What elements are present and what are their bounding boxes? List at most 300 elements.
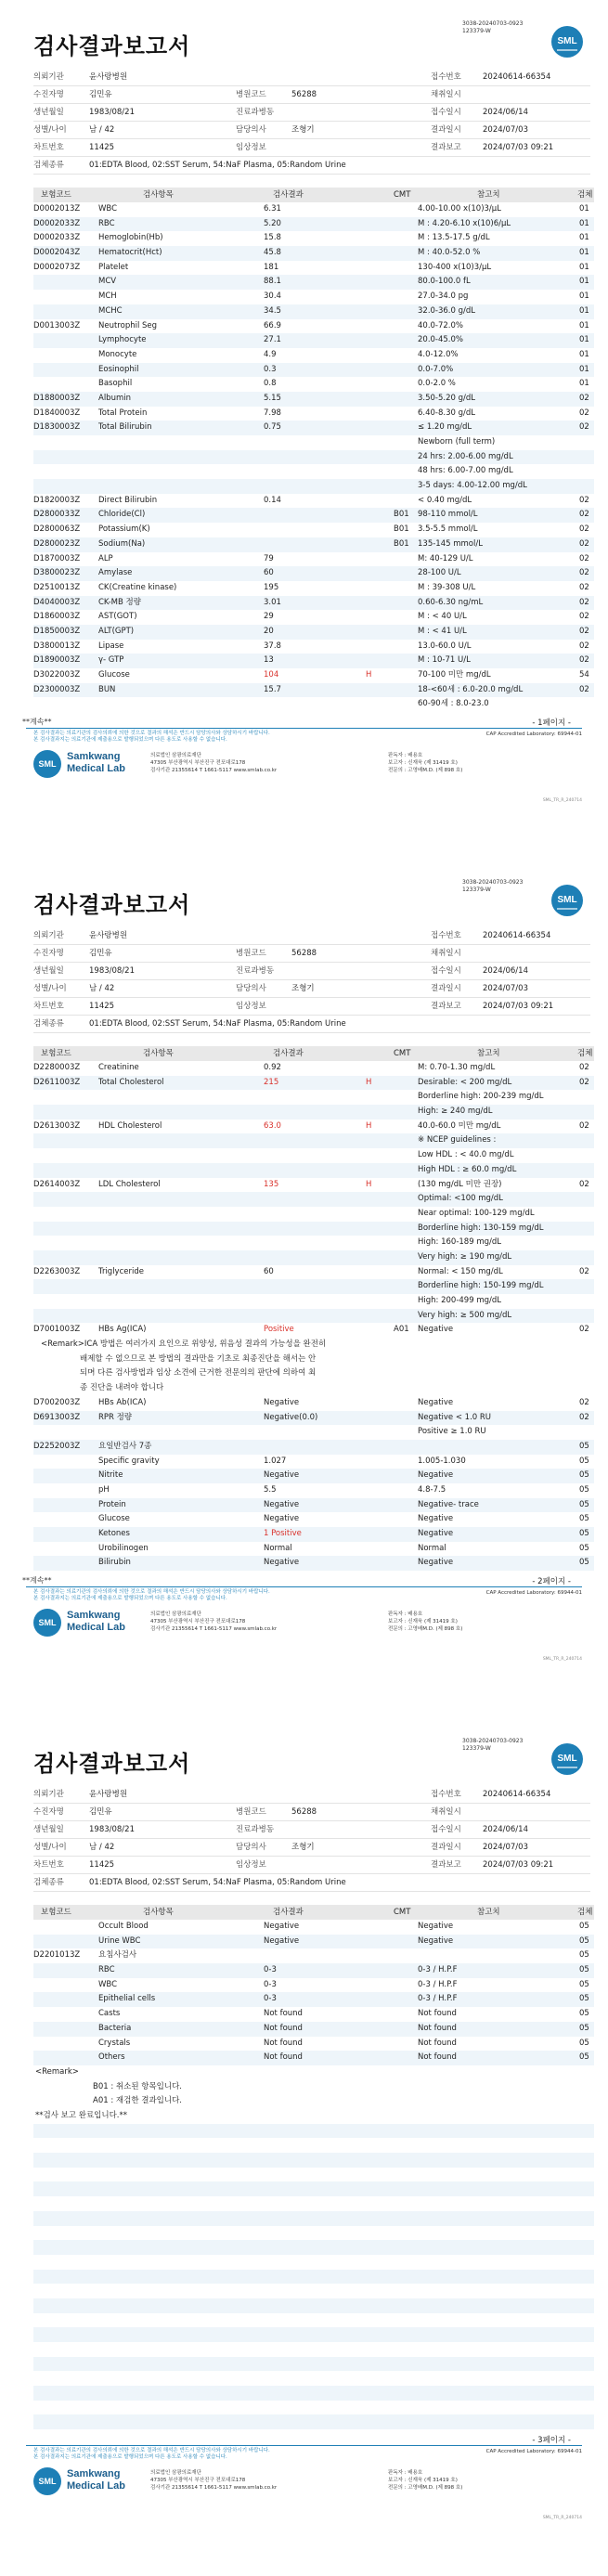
reference-range: 4.0-12.0% [418, 349, 459, 359]
test-result: Negative [264, 1397, 300, 1407]
reference-range: High: ≥ 240 mg/dL [418, 1107, 493, 1117]
table-row [33, 2037, 594, 2052]
specimen-code: 05 [579, 1543, 589, 1553]
test-item: WBC [98, 204, 118, 214]
specimen-code: 05 [579, 1979, 589, 1989]
reference-range: 80.0-100.0 fL [418, 277, 471, 287]
insurance-code: D2252003Z [33, 1441, 81, 1451]
test-item: CK(Creatine kinase) [98, 582, 177, 592]
specimen-code: 02 [579, 1179, 589, 1189]
specimen-code: 05 [579, 2038, 589, 2048]
test-result: 5.20 [264, 218, 281, 228]
footer-divider [26, 1586, 582, 1587]
insurance-code: D2263003Z [33, 1266, 81, 1276]
test-item: BUN [98, 684, 116, 694]
comment-code: A01 [394, 1325, 409, 1335]
test-item: Amylase [98, 568, 133, 578]
specimen-code: 01 [579, 248, 589, 258]
insurance-code: D0002033Z [33, 233, 81, 243]
page-number: - 1페이지 - [532, 718, 571, 728]
receipt-date: 2024/06/14 [483, 108, 528, 117]
reference-range: 6.40-8.30 g/dL [418, 408, 476, 418]
report-page-1 [0, 0, 608, 859]
table-row [33, 1207, 594, 1222]
reference-range: 28-100 U/L [418, 568, 461, 578]
patient-info [33, 69, 590, 175]
specimen-code: 02 [579, 553, 589, 563]
specimen-code: 05 [579, 1965, 589, 1975]
report-title: 검사결과보고서 [33, 892, 191, 918]
test-item: Total Cholesterol [98, 1077, 164, 1087]
specimen-code: 02 [579, 495, 589, 505]
test-result: 0.92 [264, 1063, 281, 1072]
table-row [33, 407, 594, 421]
test-item: ALP [98, 553, 113, 563]
specimen-code: 02 [579, 510, 589, 520]
test-item: Neutrophil Seg [98, 320, 158, 330]
reference-range: 0.0-2.0 % [418, 379, 456, 389]
table-row [33, 1192, 594, 1207]
table-row [33, 464, 594, 479]
specimen-code: 01 [579, 379, 589, 389]
test-result: Negative [264, 1514, 300, 1524]
comment-code: B01 [394, 524, 409, 535]
insurance-code: D3022003Z [33, 670, 81, 680]
test-item: Glucose [98, 1514, 130, 1524]
table-row [33, 363, 594, 378]
table-row [33, 348, 594, 363]
continue-mark: **계속** [22, 1576, 52, 1585]
result-date: 2024/07/03 09:21 [483, 143, 554, 152]
test-result: 6.31 [264, 204, 281, 214]
reference-range: 13.0-60.0 U/L [418, 641, 472, 651]
reference-range: 0-3 / H.P.F [418, 1994, 458, 2004]
test-item: HDL Cholesterol [98, 1120, 162, 1131]
test-result: 215 [264, 1077, 279, 1087]
results-body [33, 1920, 594, 2065]
specimen-code: 05 [579, 1950, 589, 1961]
insurance-code: D2280003Z [33, 1063, 81, 1072]
table-row [33, 697, 594, 712]
test-result: Negative [264, 1935, 300, 1946]
test-result: 0.3 [264, 364, 277, 374]
table-row [33, 683, 594, 698]
specimen-code: 02 [579, 422, 589, 433]
signatories: 판독자 : 배용호 보고자 : 신재욱 (제 31419 호) 전문의 : 고영배M.D. (제 898 호) [388, 2470, 463, 2491]
table-row [33, 246, 594, 261]
table-row [33, 1120, 594, 1134]
insurance-code: D7002003Z [33, 1397, 81, 1407]
abnormal-flag: H [366, 1120, 372, 1131]
table-row [33, 217, 594, 232]
receipt-no: 20240614-66354 [483, 72, 551, 82]
cap-accreditation: CAP Accredited Laboratory: 69944-01 [485, 731, 582, 737]
insurance-code: D2611003Z [33, 1077, 81, 1087]
test-item: WBC [98, 1979, 118, 1989]
reference-range: Very high: ≥ 500 mg/dL [418, 1310, 512, 1320]
table-row [33, 1265, 594, 1280]
table-row [33, 1948, 594, 1963]
test-item: Bacteria [98, 2023, 132, 2033]
company-name: Samkwang Medical Lab [67, 751, 125, 774]
table-row [33, 1250, 594, 1265]
company-address: 의료법인 삼광의료재단 47305 부산광역시 부산진구 전포대로178 검사기관 21355614 T 1661-5117 www.smlab.co.kr [150, 753, 278, 773]
patient-info: 의뢰기관 윤사랑병원 접수번호 20240614-66354 수진자명 김민유 병원코드 56288 채취일시 생년월일 1983/08/21 진료과병동 접수일시 2024/06/14 성별/나이 남 / 42 담당의사 조형기 결과일시 2024/07/03 차트번호 11425 임상정보 결과보고 2024/07/03 09:21 검체종류 01:EDTA Blood, 02:SST Serum, 54:NaF Plasma, 05:Random Urine [33, 1786, 590, 1892]
test-result: Not found [264, 2023, 303, 2033]
doc-number: 3038-20240703-0923 123379-W [462, 1738, 524, 1752]
company-address: 의료법인 삼광의료재단 47305 부산광역시 부산진구 전포대로178 검사기관 21355614 T 1661-5117 www.smlab.co.kr [150, 1612, 278, 1632]
abnormal-flag: H [366, 670, 372, 680]
table-row [33, 392, 594, 407]
specimen-code: 02 [579, 538, 589, 549]
test-item: 요침사검사 [98, 1950, 137, 1961]
results-table [33, 188, 594, 712]
table-row [33, 1920, 594, 1935]
insurance-code: D2510013Z [33, 582, 81, 592]
specimen-code: 01 [579, 204, 589, 214]
specimen-code: 05 [579, 1994, 589, 2004]
test-result: Negative [264, 1922, 300, 1931]
test-result: 5.5 [264, 1485, 277, 1495]
comment-code: B01 [394, 510, 409, 520]
company-name: Samkwang Medical Lab [67, 2468, 125, 2492]
reference-range: M : 13.5-17.5 g/dL [418, 233, 490, 243]
reference-range: 3-5 days: 4.00-12.00 mg/dL [418, 481, 527, 491]
table-row [33, 1483, 594, 1498]
specimen-code: 02 [579, 641, 589, 651]
page-footer [0, 2466, 608, 2503]
test-item: RPR 정량 [98, 1412, 133, 1422]
abnormal-flag: H [366, 1179, 372, 1189]
specimen-code: 02 [579, 684, 589, 694]
table-row [33, 450, 594, 465]
reference-range: M : 39-308 U/L [418, 582, 476, 592]
reference-range: Negative [418, 1935, 454, 1946]
table-row [33, 1148, 594, 1163]
results-header: 보험코드 검사항목 검사결과 CMT 참고치 검체 [33, 1046, 594, 1061]
specimen-code: 02 [579, 1266, 589, 1276]
page-number: - 3페이지 - [532, 2436, 571, 2445]
reference-range: High: 200-499 mg/dL [418, 1296, 501, 1305]
reference-range: < 0.40 mg/dL [418, 495, 472, 505]
reference-range: 18-<60세 : 6.0-20.0 mg/dL [418, 684, 524, 694]
reference-range: Negative < 1.0 RU [418, 1412, 492, 1422]
specimen-code: 01 [579, 305, 589, 316]
test-result: 181 [264, 262, 279, 272]
table-row [33, 508, 594, 523]
table-row [33, 1440, 594, 1455]
test-item: Casts [98, 2009, 121, 2019]
table-row [33, 2051, 594, 2065]
specimen-code: 01 [579, 320, 589, 330]
test-result: 0-3 [264, 1979, 277, 1989]
reference-range: Negative [418, 1922, 454, 1931]
specimen-code: 02 [579, 626, 589, 636]
test-item: Hemoglobin(Hb) [98, 233, 163, 243]
reference-range: ≤ 1.20 mg/dL [418, 422, 472, 433]
sml-logo-icon: SML [33, 2467, 61, 2495]
sml-logo-icon: SML [33, 1609, 61, 1637]
test-result: 60 [264, 1266, 274, 1276]
insurance-code: D2800023Z [33, 538, 81, 549]
test-result: Normal [264, 1543, 292, 1553]
insurance-code: D6913003Z [33, 1412, 81, 1422]
test-item: Occult Blood [98, 1922, 149, 1931]
test-result: 79 [264, 553, 274, 563]
reference-range: Borderline high: 200-239 mg/dL [418, 1092, 544, 1102]
test-item: Hematocrit(Hct) [98, 248, 162, 258]
test-result: Negative [264, 1558, 300, 1568]
specimen-code: 02 [579, 1120, 589, 1131]
test-result: 30.4 [264, 291, 281, 302]
test-result: 0.8 [264, 379, 277, 389]
signatories: 판독자 : 배용호 보고자 : 신재욱 (제 31419 호) 전문의 : 고영배M.D. (제 898 호) [388, 1612, 463, 1632]
test-item: Urobilinogen [98, 1543, 149, 1553]
specimen-code: 05 [579, 1935, 589, 1946]
doc-number: 3038-20240703-0923 123379-W [462, 879, 524, 893]
table-row [33, 275, 594, 290]
table-row [33, 1076, 594, 1091]
results-table [33, 1046, 594, 1571]
table-row [33, 290, 594, 304]
test-result: 1 Positive [264, 1529, 302, 1539]
test-item: Sodium(Na) [98, 538, 146, 549]
reference-range: High HDL : ≥ 60.0 mg/dL [418, 1164, 517, 1174]
test-result: 5.15 [264, 393, 281, 403]
specimen-code: 05 [579, 1499, 589, 1509]
reference-range: Newborn (full term) [418, 437, 496, 447]
table-row [33, 1178, 594, 1193]
test-item: HBs Ab(ICA) [98, 1397, 147, 1407]
results-header: 보험코드 검사항목 검사결과 CMT 참고치 검체 [33, 1905, 594, 1920]
reference-range: 40.0-60.0 미만 mg/dL [418, 1120, 501, 1131]
insurance-code: D1870003Z [33, 553, 81, 563]
table-row [33, 1279, 594, 1294]
specimen-code: 01 [579, 291, 589, 302]
table-row [33, 319, 594, 334]
page-footer [0, 1607, 608, 1644]
reference-range: Borderline high: 150-199 mg/dL [418, 1281, 544, 1291]
reference-range: 60-90세 : 8.0-23.0 [418, 699, 489, 709]
specimen-code: 05 [579, 1470, 589, 1481]
table-row [33, 1411, 594, 1426]
test-result: 88.1 [264, 277, 281, 287]
specimen-code: 01 [579, 277, 589, 287]
reference-range: Negative [418, 1325, 454, 1335]
info-row: 생년월일 1983/08/21 진료과병동 접수일시 2024/06/14 [33, 104, 590, 122]
reference-range: 1.005-1.030 [418, 1456, 466, 1466]
test-result: 195 [264, 582, 279, 592]
specimen-code: 02 [579, 612, 589, 622]
reference-range: 0-3 / H.P.F [418, 1979, 458, 1989]
reference-range: 40.0-72.0% [418, 320, 463, 330]
report-page-3 [0, 1717, 608, 2576]
abnormal-flag: H [366, 1077, 372, 1087]
table-row [33, 596, 594, 611]
signatories: 판독자 : 배용호 보고자 : 신재욱 (제 31419 호) 전문의 : 고영배M.D. (제 898 호) [388, 753, 463, 773]
table-row [33, 581, 594, 596]
test-item: Basophil [98, 379, 133, 389]
form-code: SML_TR_R_240714 [542, 1657, 582, 1662]
reference-range: Not found [418, 2038, 457, 2048]
results-body [33, 1061, 594, 1338]
specimen-types: 01:EDTA Blood, 02:SST Serum, 54:NaF Plasma, 05:Random Urine [89, 161, 346, 170]
specimen-code: 05 [579, 1529, 589, 1539]
reference-range: 0.0-7.0% [418, 364, 454, 374]
reference-range: (130 mg/dL 미만 권장) [418, 1179, 502, 1189]
doctor: 조형기 [291, 125, 315, 135]
specimen-code: 05 [579, 1558, 589, 1568]
reference-range: Negative [418, 1397, 454, 1407]
reference-range: M: 0.70-1.30 mg/dL [418, 1063, 496, 1072]
test-item: Crystals [98, 2038, 131, 2048]
reference-range: Negative [418, 1470, 454, 1481]
specimen-code: 02 [579, 568, 589, 578]
sml-logo-icon: SML [551, 26, 583, 58]
insurance-code: D0002073Z [33, 262, 81, 272]
test-item: Monocyte [98, 349, 137, 359]
test-item: Albumin [98, 393, 131, 403]
table-row [33, 1469, 594, 1483]
footer-divider [26, 2445, 582, 2446]
specimen-code: 05 [579, 1514, 589, 1524]
specimen-code: 02 [579, 655, 589, 666]
table-row [33, 566, 594, 581]
test-result: 104 [264, 670, 279, 680]
reference-range: 27.0-34.0 pg [418, 291, 469, 302]
test-result: Not found [264, 2038, 303, 2048]
specimen-code: 01 [579, 218, 589, 228]
insurance-code: D0002043Z [33, 248, 81, 258]
test-item: Creatinine [98, 1063, 139, 1072]
reference-range: Not found [418, 2009, 457, 2019]
table-row [33, 261, 594, 276]
footnote: 본 검사결과는 의료기관의 검사의뢰에 의한 것으로 결과의 해석은 반드시 담당의사와 상담하시기 바랍니다. 본 검사결과지는 의료기관에 제출용으로 발행되었으며 다른 용도로 사용할 수 없습니다. [33, 2448, 270, 2460]
test-item: Lymphocyte [98, 335, 147, 345]
table-row [33, 1323, 594, 1338]
test-result: 3.01 [264, 597, 281, 607]
reference-range: Negative [418, 1514, 454, 1524]
specimen-code: 02 [579, 582, 589, 592]
test-item: Protein [98, 1499, 126, 1509]
test-item: pH [98, 1485, 110, 1495]
insurance-code: D1880003Z [33, 393, 81, 403]
specimen-code: 02 [579, 1063, 589, 1072]
specimen-code: 02 [579, 408, 589, 418]
test-result: 45.8 [264, 248, 281, 258]
insurance-code: D0002033Z [33, 218, 81, 228]
specimen-code: 02 [579, 1412, 589, 1422]
insurance-code: D1830003Z [33, 422, 81, 433]
birth-date: 1983/08/21 [89, 108, 135, 117]
specimen-code: 02 [579, 1077, 589, 1087]
reference-range: 135-145 mmol/L [418, 538, 483, 549]
reference-range: Normal [418, 1543, 446, 1553]
reference-range: 130-400 x(10)3/μL [418, 262, 492, 272]
table-row [33, 1090, 594, 1105]
specimen-code: 02 [579, 524, 589, 535]
table-row [33, 231, 594, 246]
reference-range: Normal: < 150 mg/dL [418, 1266, 503, 1276]
test-result: 15.8 [264, 233, 281, 243]
reference-range: Negative [418, 1558, 454, 1568]
test-item: 요일반검사 7종 [98, 1441, 152, 1451]
chart-no: 11425 [89, 143, 115, 152]
test-result: 135 [264, 1179, 279, 1189]
specimen-code: 02 [579, 1325, 589, 1335]
table-row [33, 1294, 594, 1309]
cap-accreditation: CAP Accredited Laboratory: 69944-01 [485, 2449, 582, 2454]
table-row [33, 668, 594, 683]
specimen-code: 05 [579, 1922, 589, 1931]
insurance-code: D2201013Z [33, 1950, 81, 1961]
table-row [33, 333, 594, 348]
table-row [33, 202, 594, 217]
insurance-code: D2614003Z [33, 1179, 81, 1189]
test-item: MCV [98, 277, 117, 287]
test-item: Platelet [98, 262, 129, 272]
info-row: 성별/나이 남 / 42 담당의사 조형기 결과일시 2024/07/03 [33, 122, 590, 139]
reference-range: Desirable: < 200 mg/dL [418, 1077, 512, 1087]
test-item: CK-MB 정량 [98, 597, 141, 607]
specimen-code: 54 [579, 670, 589, 680]
specimen-code: 05 [579, 2052, 589, 2063]
report-title: 검사결과보고서 [33, 1751, 191, 1777]
test-item: MCH [98, 291, 117, 302]
company-name: Samkwang Medical Lab [67, 1610, 125, 1633]
test-item: Specific gravity [98, 1456, 160, 1466]
empty-rows [33, 2124, 594, 2444]
insurance-code: D1860003Z [33, 612, 81, 622]
doc-number: 3038-20240703-0923 123379-W [462, 20, 524, 34]
table-row [33, 1309, 594, 1324]
test-result: 60 [264, 568, 274, 578]
insurance-code: D0002013Z [33, 204, 81, 214]
reference-range: Near optimal: 100-129 mg/dL [418, 1208, 535, 1218]
reference-range: M : 4.20-6.10 x(10)6/μL [418, 218, 511, 228]
specimen-code: 05 [579, 1456, 589, 1466]
table-row [33, 1455, 594, 1469]
reference-range: High: 160-189 mg/dL [418, 1237, 501, 1248]
patient-name: 김민유 [89, 90, 112, 99]
test-result: 63.0 [264, 1120, 281, 1131]
test-result: 0.75 [264, 422, 281, 433]
reference-range: Negative [418, 1529, 454, 1539]
reference-range: 32.0-36.0 g/dL [418, 305, 476, 316]
reference-range: 70-100 미만 mg/dL [418, 670, 491, 680]
test-item: Direct Bilirubin [98, 495, 158, 505]
test-result: Negative(0.0) [264, 1412, 318, 1422]
reference-range: Optimal: <100 mg/dL [418, 1194, 503, 1204]
info-row: 수진자명 김민유 병원코드 56288 채취일시 [33, 86, 590, 104]
test-result: 13 [264, 655, 274, 666]
test-item: Epithelial cells [98, 1994, 156, 2004]
specimen-code: 01 [579, 335, 589, 345]
test-item: γ- GTP [98, 655, 124, 666]
sml-logo-icon: SML [551, 885, 583, 916]
table-row [33, 1963, 594, 1978]
test-item: Total Protein [98, 408, 148, 418]
specimen-code: 01 [579, 364, 589, 374]
test-result: 34.5 [264, 305, 281, 316]
table-row [33, 523, 594, 537]
table-row [33, 1222, 594, 1236]
test-item: LDL Cholesterol [98, 1179, 161, 1189]
patient-info: 의뢰기관 윤사랑병원 접수번호 20240614-66354 수진자명 김민유 병원코드 56288 채취일시 생년월일 1983/08/21 진료과병동 접수일시 2024/06/14 성별/나이 남 / 42 담당의사 조형기 결과일시 2024/07/03 차트번호 11425 임상정보 결과보고 2024/07/03 09:21 검체종류 01:EDTA Blood, 02:SST Serum, 54:NaF Plasma, 05:Random Urine [33, 927, 590, 1033]
test-result: Negative [264, 1499, 300, 1509]
table-row [33, 1236, 594, 1250]
table-row [33, 304, 594, 319]
